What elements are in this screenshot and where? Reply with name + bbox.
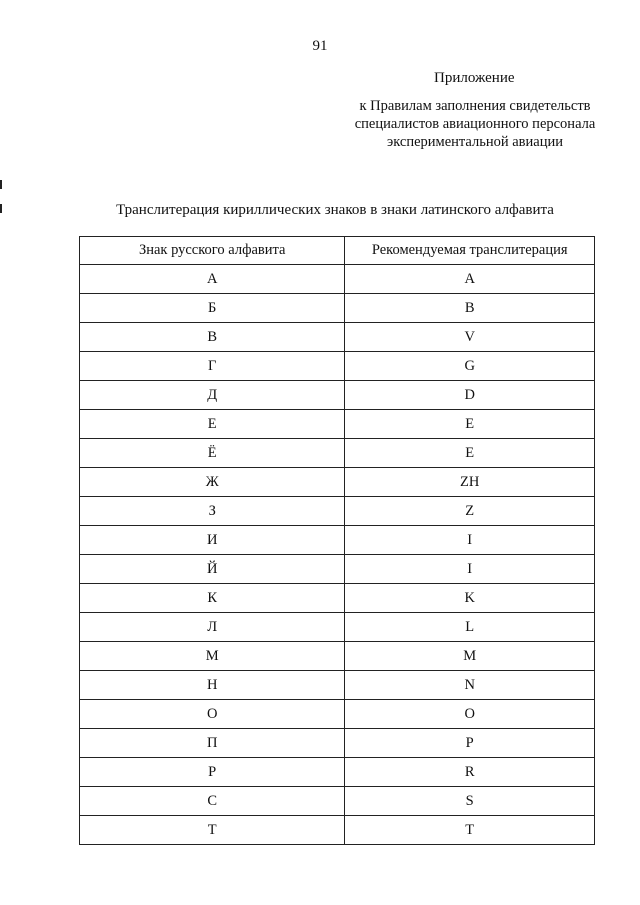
cell-latin-transliteration: M [345, 642, 595, 671]
cell-latin-transliteration: E [345, 439, 595, 468]
table-row [80, 352, 595, 381]
table-row [80, 729, 595, 758]
scan-margin-mark [0, 180, 2, 189]
table-row [80, 294, 595, 323]
appendix-subtitle [330, 97, 620, 151]
table-row [80, 526, 595, 555]
cell-latin-transliteration: I [345, 555, 595, 584]
cell-latin-transliteration: E [345, 410, 595, 439]
table-row [80, 497, 595, 526]
table-row [80, 381, 595, 410]
cell-cyrillic-letter: З [80, 497, 345, 526]
cell-cyrillic-letter: Ж [80, 468, 345, 497]
cell-cyrillic-letter: Т [80, 816, 345, 845]
table-row [80, 642, 595, 671]
cell-cyrillic-letter: Н [80, 671, 345, 700]
appendix-title: Приложение [434, 70, 515, 86]
table-row [80, 555, 595, 584]
table-header-row [80, 237, 595, 265]
cell-cyrillic-letter: О [80, 700, 345, 729]
cell-cyrillic-letter: Р [80, 758, 345, 787]
cell-latin-transliteration: ZH [345, 468, 595, 497]
cell-latin-transliteration: O [345, 700, 595, 729]
column-header-cyrillic: Знак русского алфавита [80, 237, 345, 265]
cell-latin-transliteration: K [345, 584, 595, 613]
table-row [80, 671, 595, 700]
column-header-latin: Рекомендуемая транслитерация [345, 237, 595, 265]
cell-cyrillic-letter: И [80, 526, 345, 555]
cell-cyrillic-letter: А [80, 265, 345, 294]
table-row [80, 265, 595, 294]
cell-latin-transliteration: Z [345, 497, 595, 526]
cell-latin-transliteration: A [345, 265, 595, 294]
cell-cyrillic-letter: П [80, 729, 345, 758]
appendix-subtitle-line: специалистов авиационного персонала [354, 116, 596, 132]
appendix-subtitle-line: экспериментальной авиации [387, 134, 563, 150]
cell-latin-transliteration: D [345, 381, 595, 410]
cell-latin-transliteration: V [345, 323, 595, 352]
table-title: Транслитерация кириллических знаков в знаки латинского алфавита [116, 202, 554, 218]
cell-cyrillic-letter: Л [80, 613, 345, 642]
cell-cyrillic-letter: Й [80, 555, 345, 584]
cell-latin-transliteration: P [345, 729, 595, 758]
table-row [80, 410, 595, 439]
cell-cyrillic-letter: Г [80, 352, 345, 381]
cell-latin-transliteration: S [345, 787, 595, 816]
table-body [80, 265, 595, 845]
table-row [80, 439, 595, 468]
table-row [80, 584, 595, 613]
page-number: 91 [312, 38, 328, 54]
table-row [80, 700, 595, 729]
transliteration-table [79, 236, 595, 845]
cell-cyrillic-letter: Ё [80, 439, 345, 468]
cell-latin-transliteration: L [345, 613, 595, 642]
cell-latin-transliteration: T [345, 816, 595, 845]
table-row [80, 758, 595, 787]
cell-cyrillic-letter: Б [80, 294, 345, 323]
cell-latin-transliteration: N [345, 671, 595, 700]
table-row [80, 323, 595, 352]
cell-latin-transliteration: G [345, 352, 595, 381]
cell-cyrillic-letter: М [80, 642, 345, 671]
cell-cyrillic-letter: Д [80, 381, 345, 410]
cell-cyrillic-letter: К [80, 584, 345, 613]
cell-cyrillic-letter: С [80, 787, 345, 816]
cell-latin-transliteration: I [345, 526, 595, 555]
cell-cyrillic-letter: Е [80, 410, 345, 439]
cell-latin-transliteration: B [345, 294, 595, 323]
table-row [80, 787, 595, 816]
table-row [80, 816, 595, 845]
table-row [80, 613, 595, 642]
cell-latin-transliteration: R [345, 758, 595, 787]
table-row [80, 468, 595, 497]
cell-cyrillic-letter: В [80, 323, 345, 352]
appendix-subtitle-line: к Правилам заполнения свидетельств [359, 98, 591, 114]
